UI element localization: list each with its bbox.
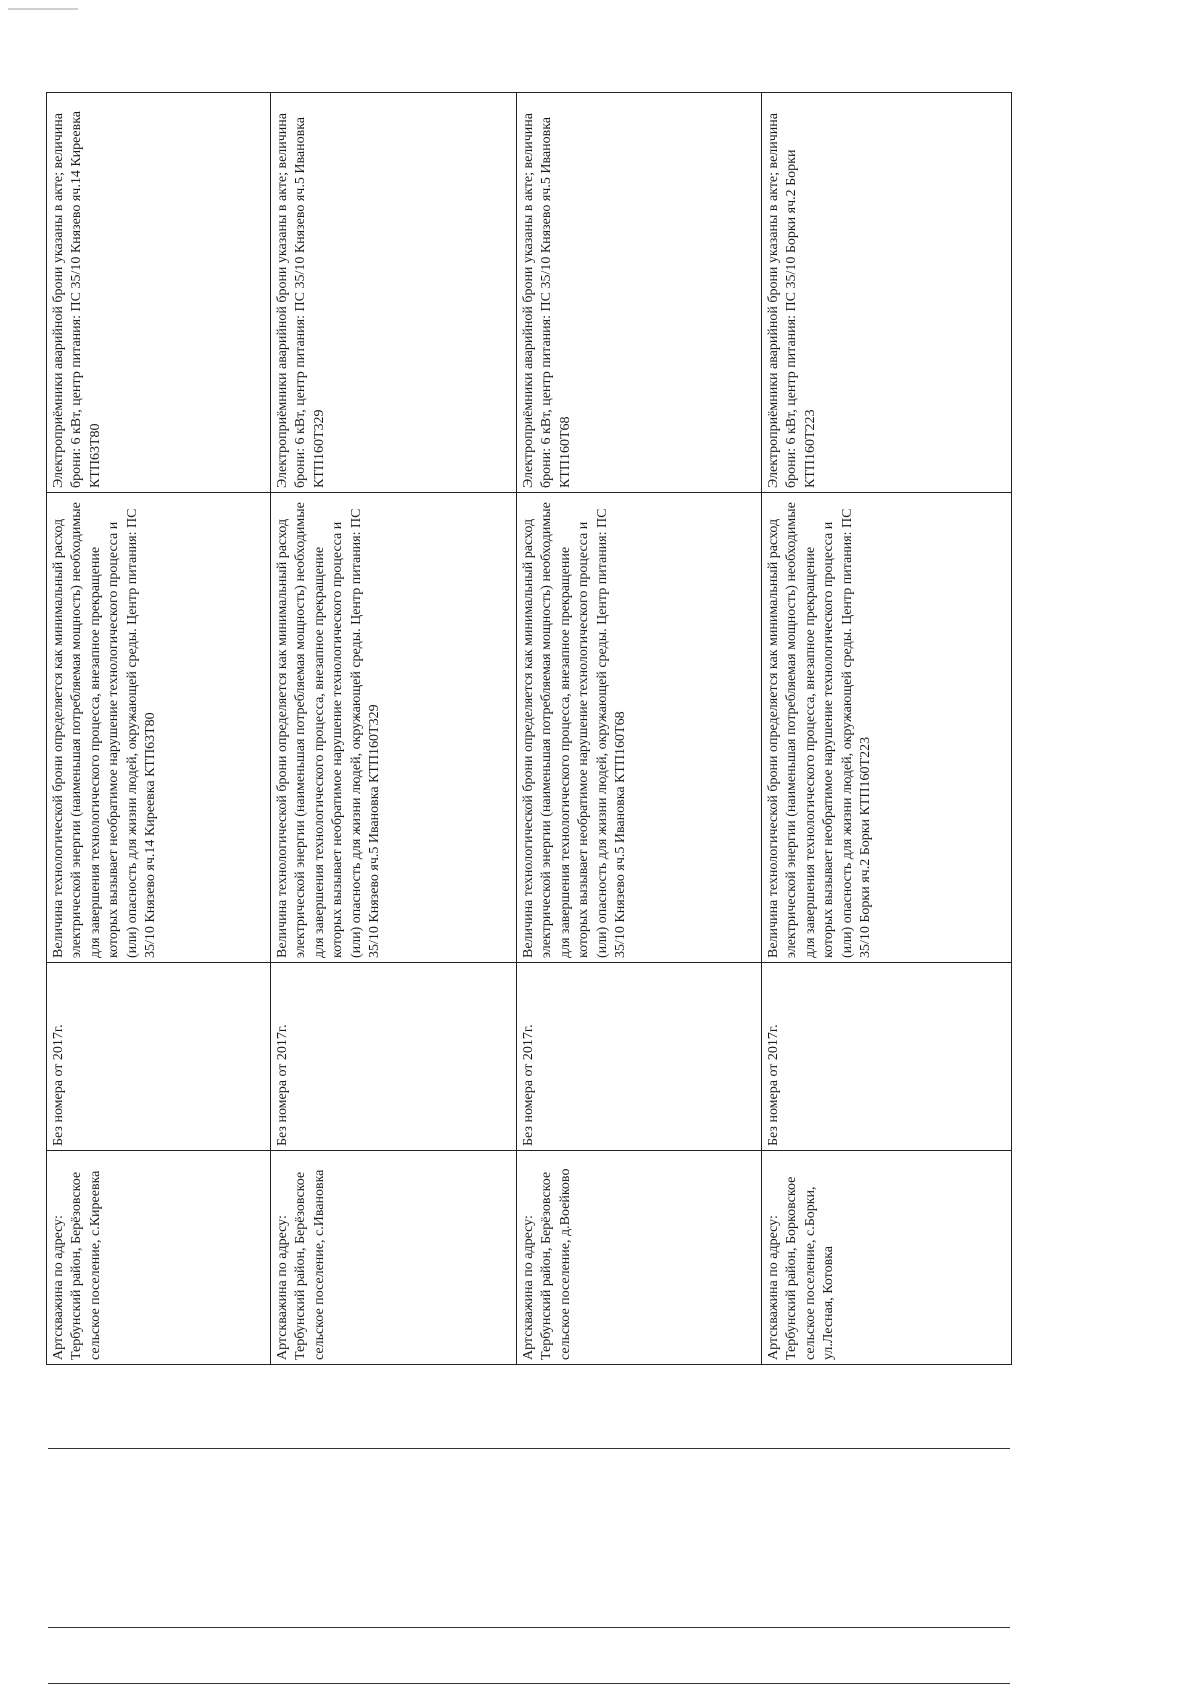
divider-line (48, 1627, 1010, 1628)
document-cell: Без номера от 2017г. (47, 963, 271, 1151)
document-cell: Без номера от 2017г. (517, 963, 762, 1151)
reserve-table (46, 92, 1012, 1365)
document-cell: Без номера от 2017г. (271, 963, 517, 1151)
tech-reserve-cell: Величина технологической брони определяется как минимальный расход электрической энергии (наименьшая потребляемая мощность) необходимые для завершения технологического процесса, внезапное прекращение которых вызывает необратимое нарушение технологического процесса и (или) опасность для жизни людей, окружающей среды. Центр питания: ПС 35/10 Князево яч.14 Киреевка КТП63Т80 (47, 493, 271, 963)
tech-reserve-cell: Величина технологической брони определяется как минимальный расход электрической энергии (наименьшая потребляемая мощность) необходимые для завершения технологического процесса, внезапное прекращение которых вызывает необратимое нарушение технологического процесса и (или) опасность для жизни людей, окружающей среды. Центр питания: ПС 35/10 Князево яч.5 Ивановка КТП160Т329 (271, 493, 517, 963)
scan-artifact (8, 8, 78, 10)
table-row (762, 93, 1012, 1365)
divider-line (48, 1448, 1010, 1449)
object-cell: Артскважина по адресу: Тербунский район, Берёзовское сельское поселение, с.Ивановка (271, 1151, 517, 1365)
table-row (47, 93, 271, 1365)
emergency-reserve-cell: Электроприёмники аварийной брони указаны в акте; величина брони: 6 кВт, центр питания: ПС 35/10 Князево яч.14 Киреевка КТП63Т80 (47, 93, 271, 493)
tech-reserve-cell: Величина технологической брони определяется как минимальный расход электрической энергии (наименьшая потребляемая мощность) необходимые для завершения технологического процесса, внезапное прекращение которых вызывает необратимое нарушение технологического процесса и (или) опасность для жизни людей, окружающей среды. Центр питания: ПС 35/10 Борки яч.2 Борки КТП160Т223 (762, 493, 1012, 963)
emergency-reserve-cell: Электроприёмники аварийной брони указаны в акте; величина брони: 6 кВт, центр питания: ПС 35/10 Борки яч.2 Борки КТП160Т223 (762, 93, 1012, 493)
table-row (271, 93, 517, 1365)
table-row (517, 93, 762, 1365)
emergency-reserve-cell: Электроприёмники аварийной брони указаны в акте; величина брони: 6 кВт, центр питания: ПС 35/10 Князево яч.5 Ивановка КТП160Т68 (517, 93, 762, 493)
object-cell: Артскважина по адресу: Тербунский район, Борковское сельское поселение, с.Борки, ул.Лесная, Котовка (762, 1151, 1012, 1365)
object-cell: Артскважина по адресу: Тербунский район, Берёзовское сельское поселение, д.Воейково (517, 1151, 762, 1365)
document-cell: Без номера от 2017г. (762, 963, 1012, 1151)
divider-line (48, 1683, 1010, 1684)
object-cell: Артскважина по адресу: Тербунский район, Берёзовское сельское поселение, с.Киреевка (47, 1151, 271, 1365)
tech-reserve-cell: Величина технологической брони определяется как минимальный расход электрической энергии (наименьшая потребляемая мощность) необходимые для завершения технологического процесса, внезапное прекращение которых вызывает необратимое нарушение технологического процесса и (или) опасность для жизни людей, окружающей среды. Центр питания: ПС 35/10 Князево яч.5 Ивановка КТП160Т68 (517, 493, 762, 963)
emergency-reserve-cell: Электроприёмники аварийной брони указаны в акте; величина брони: 6 кВт, центр питания: ПС 35/10 Князево яч.5 Ивановка КТП160Т329 (271, 93, 517, 493)
